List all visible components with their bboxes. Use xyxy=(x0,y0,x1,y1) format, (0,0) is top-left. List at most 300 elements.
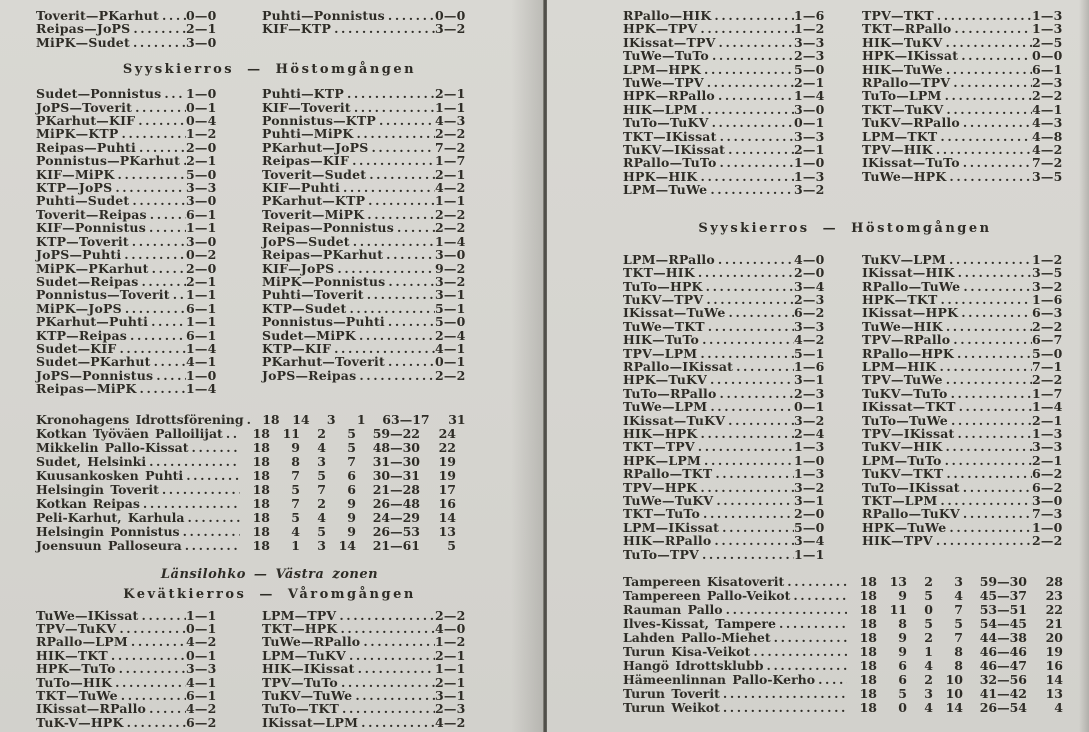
match-teams: Puhti—Toverit xyxy=(262,287,364,303)
match-row xyxy=(262,22,466,35)
match-row xyxy=(623,89,825,102)
match-score: 3—2 xyxy=(435,21,466,37)
games-played: 18 xyxy=(252,467,270,483)
match-score: 0—2 xyxy=(186,247,217,263)
dot-leader xyxy=(182,539,240,553)
dot-leader xyxy=(130,22,186,35)
match-row xyxy=(262,275,466,288)
dot-leader xyxy=(368,141,435,154)
wins: 4 xyxy=(291,523,300,539)
dot-leader xyxy=(140,497,240,511)
match-row xyxy=(262,342,466,355)
match-teams: TuTo—LPM xyxy=(862,88,942,104)
match-row xyxy=(36,342,217,355)
match-score: 2—1 xyxy=(435,647,466,663)
dot-leader xyxy=(394,221,435,234)
standings-row xyxy=(623,645,1063,659)
match-score: 2—1 xyxy=(435,166,466,182)
match-row xyxy=(623,414,825,427)
match-teams: RPallo—TPV xyxy=(862,75,951,91)
dot-leader xyxy=(385,275,435,288)
goal-record: 26—53 xyxy=(372,523,420,539)
match-score: 3—1 xyxy=(794,372,825,388)
match-row xyxy=(36,716,217,729)
dot-leader xyxy=(129,235,186,248)
match-row xyxy=(862,22,1063,35)
match-score: 1—1 xyxy=(435,99,466,115)
results-column xyxy=(623,253,825,561)
match-row xyxy=(262,649,466,662)
points: 13 xyxy=(438,523,456,539)
match-row xyxy=(262,609,466,622)
match-score: 6—2 xyxy=(186,714,217,730)
match-teams: KTP—Sudet xyxy=(262,300,347,316)
match-row xyxy=(262,141,466,154)
match-teams: RPallo—TuWe xyxy=(862,278,961,294)
draws: 5 xyxy=(924,616,933,632)
dot-leader xyxy=(346,302,435,315)
dot-leader xyxy=(733,360,794,373)
match-row xyxy=(36,649,217,662)
match-row xyxy=(623,280,825,293)
match-row xyxy=(36,168,217,181)
standings-row xyxy=(623,659,1063,673)
match-row xyxy=(36,248,217,261)
wins: 5 xyxy=(291,481,300,497)
match-score: 1—4 xyxy=(1032,399,1063,415)
dot-leader xyxy=(933,534,1032,547)
match-row xyxy=(36,208,217,221)
match-teams: Ponnistus—PKarhut xyxy=(36,153,181,169)
match-score: 0—1 xyxy=(794,115,825,131)
match-row xyxy=(36,141,217,154)
points: 14 xyxy=(1045,672,1063,688)
games-played: 18 xyxy=(252,495,270,511)
match-score: 6—1 xyxy=(186,206,217,222)
match-teams: TuKV—HIK xyxy=(862,439,943,455)
match-teams: TuWe—HPK xyxy=(862,168,947,184)
match-row xyxy=(36,622,217,635)
match-row xyxy=(862,130,1063,143)
match-teams: TuKV—IKissat xyxy=(623,142,726,158)
draws: 3 xyxy=(317,537,326,553)
team-name: Rauman Pallo xyxy=(623,602,723,618)
match-score: 2—1 xyxy=(1032,412,1063,428)
match-score: 2—2 xyxy=(1032,318,1063,334)
match-row xyxy=(262,315,466,328)
match-teams: IKissat—RPallo xyxy=(36,701,147,717)
standings-row xyxy=(623,589,1063,603)
match-score: 4—2 xyxy=(794,332,825,348)
match-score: 7—1 xyxy=(1032,358,1063,374)
match-row xyxy=(623,467,825,480)
dot-leader xyxy=(943,467,1032,480)
dot-leader xyxy=(137,382,186,395)
dot-leader xyxy=(960,116,1032,129)
dot-leader xyxy=(943,63,1032,76)
dot-leader xyxy=(331,22,435,35)
right-page xyxy=(589,0,1089,732)
match-row xyxy=(262,676,466,689)
match-teams: RPallo—HPK xyxy=(862,345,954,361)
match-score: 3—0 xyxy=(794,101,825,117)
match-teams: KIF—KTP xyxy=(262,21,332,37)
standings-row xyxy=(36,427,456,441)
match-teams: HPK—LPM xyxy=(623,452,701,468)
goal-record: 59—22 xyxy=(372,425,420,441)
match-row xyxy=(862,36,1063,49)
match-score: 1—2 xyxy=(186,126,217,142)
standings-row xyxy=(36,469,456,483)
match-teams: Toverit—MiPK xyxy=(262,206,365,222)
match-score: 1—1 xyxy=(186,314,217,330)
match-row xyxy=(623,548,825,561)
match-row xyxy=(262,9,466,22)
match-score: 5—0 xyxy=(794,61,825,77)
match-row xyxy=(262,355,466,368)
match-teams: Sudet—PKarhut xyxy=(36,354,151,370)
dot-leader xyxy=(356,329,435,342)
match-row xyxy=(262,181,466,194)
goal-record: 26—48 xyxy=(372,495,420,511)
match-teams: JoPS—Reipas xyxy=(262,367,357,383)
dot-leader xyxy=(360,635,435,648)
dot-leader xyxy=(700,507,794,520)
match-score: 3—2 xyxy=(794,182,825,198)
dot-leader xyxy=(112,181,186,194)
match-row xyxy=(262,101,466,114)
dot-leader xyxy=(955,427,1032,440)
points: 20 xyxy=(1045,630,1063,646)
results-block-autumn-right xyxy=(623,253,1089,561)
match-row xyxy=(262,248,466,261)
match-teams: TuWe—TKT xyxy=(623,318,705,334)
match-teams: TuKV—TPV xyxy=(623,291,704,307)
dot-leader xyxy=(699,548,794,561)
games-played: 18 xyxy=(859,588,877,604)
match-score: 0—1 xyxy=(186,620,217,636)
match-teams: TuKV—TuTo xyxy=(862,385,948,401)
match-teams: IKissat—TuTo xyxy=(862,155,960,171)
games-played: 18 xyxy=(252,425,270,441)
match-teams: IKissat—HIK xyxy=(862,265,955,281)
dot-leader xyxy=(946,521,1032,534)
dot-leader xyxy=(127,329,186,342)
goal-record: 26—54 xyxy=(979,700,1027,716)
match-row xyxy=(36,181,217,194)
match-score: 2—1 xyxy=(1032,452,1063,468)
match-teams: TuTo—TPV xyxy=(623,546,699,562)
match-score: 1—0 xyxy=(1032,519,1063,535)
dot-leader xyxy=(149,262,186,275)
match-teams: KTP—Toverit xyxy=(36,233,129,249)
dot-leader xyxy=(118,689,186,702)
games-played: 18 xyxy=(252,509,270,525)
match-score: 1—3 xyxy=(794,168,825,184)
draws: 3 xyxy=(924,686,933,702)
zone-header-west: Länsilohko — Västra zonen xyxy=(160,566,379,582)
dot-leader xyxy=(355,662,435,675)
match-row xyxy=(862,49,1063,62)
match-teams: Toverit—PKarhut xyxy=(36,8,159,23)
dot-leader xyxy=(701,63,794,76)
match-score: 6—2 xyxy=(1032,479,1063,495)
dot-leader xyxy=(936,360,1032,373)
match-row xyxy=(262,235,466,248)
match-score: 2—0 xyxy=(794,265,825,281)
match-row xyxy=(623,253,825,266)
draws: 2 xyxy=(317,425,326,441)
match-teams: MiPK—PKarhut xyxy=(36,260,149,276)
match-score: 2—1 xyxy=(186,273,217,289)
match-score: 4—0 xyxy=(794,251,825,267)
match-score: 3—0 xyxy=(186,193,217,209)
match-score: 3—4 xyxy=(794,533,825,549)
dot-leader xyxy=(709,116,794,129)
wins: 8 xyxy=(898,616,907,632)
goal-record: 46—46 xyxy=(979,644,1027,660)
dot-leader xyxy=(719,521,794,534)
dot-leader xyxy=(124,716,186,729)
match-score: 5—0 xyxy=(186,166,217,182)
match-row xyxy=(623,427,825,440)
match-score: 2—4 xyxy=(435,327,466,343)
match-teams: Sudet—MiPK xyxy=(262,327,356,343)
losses: 5 xyxy=(347,439,356,455)
dot-leader xyxy=(116,622,186,635)
match-row xyxy=(862,320,1063,333)
goal-record: 41—42 xyxy=(979,686,1027,702)
match-teams: TPV—TuWe xyxy=(862,372,943,388)
dot-leader xyxy=(346,649,435,662)
match-row xyxy=(862,387,1063,400)
team-name: Kuusankosken Puhti xyxy=(36,467,184,483)
dot-leader xyxy=(184,511,240,525)
match-score: 2—2 xyxy=(435,206,466,222)
match-teams: TuWe—TuTo xyxy=(623,48,709,64)
dot-leader xyxy=(717,130,794,143)
dot-leader xyxy=(138,275,186,288)
standings-row xyxy=(623,617,1063,631)
goal-record: 59—30 xyxy=(979,574,1027,590)
match-teams: Toverit—Reipas xyxy=(36,206,147,222)
match-teams: TKT—HPK xyxy=(262,620,338,636)
dot-leader xyxy=(697,347,794,360)
match-teams: JoPS—Toverit xyxy=(36,99,133,115)
dot-leader xyxy=(704,76,794,89)
goal-record: 48—30 xyxy=(372,439,420,455)
draws: 3 xyxy=(317,453,326,469)
match-teams: TuTo—IKissat xyxy=(862,479,960,495)
match-score: 0—0 xyxy=(186,8,217,23)
wins: 1 xyxy=(291,537,300,553)
dot-leader xyxy=(146,221,186,234)
dot-leader xyxy=(116,662,186,675)
dot-leader xyxy=(148,315,186,328)
match-score: 4—1 xyxy=(435,340,466,356)
dot-leader xyxy=(358,716,435,729)
match-teams: TuWe—RPallo xyxy=(262,634,361,650)
match-score: 0—1 xyxy=(794,399,825,415)
team-name: Helsingin Toverit xyxy=(36,481,159,497)
dot-leader xyxy=(159,483,240,497)
match-score: 1—6 xyxy=(1032,291,1063,307)
match-teams: TPV—TuTo xyxy=(262,674,338,690)
match-teams: TKT—HIK xyxy=(623,265,695,281)
games-played: 18 xyxy=(859,672,877,688)
dot-leader xyxy=(337,622,435,635)
match-row xyxy=(862,280,1063,293)
match-row xyxy=(862,347,1063,360)
points: 4 xyxy=(1054,700,1063,716)
match-teams: Reipas—MiPK xyxy=(36,381,137,397)
match-row xyxy=(36,22,217,35)
goal-record: 53—51 xyxy=(979,602,1027,618)
match-teams: TPV—RPallo xyxy=(862,332,951,348)
match-row xyxy=(862,467,1063,480)
match-row xyxy=(862,373,1063,386)
match-teams: MiPK—Sudet xyxy=(36,34,130,50)
losses: 14 xyxy=(338,537,356,553)
dot-leader xyxy=(950,333,1032,346)
match-score: 4—0 xyxy=(435,620,466,636)
match-row xyxy=(623,320,825,333)
dot-leader xyxy=(725,414,794,427)
match-row xyxy=(262,208,466,221)
standings-row xyxy=(36,511,456,525)
match-teams: Sudet—Reipas xyxy=(36,273,139,289)
games-played: 18 xyxy=(859,616,877,632)
match-score: 1—7 xyxy=(435,153,466,169)
match-teams: RPallo—IKissat xyxy=(623,358,734,374)
match-teams: LPM—TuTo xyxy=(862,452,942,468)
dot-leader xyxy=(703,280,794,293)
dot-leader xyxy=(349,154,435,167)
section-header-spring-left: Kevätkierros — Våromgången xyxy=(123,586,416,602)
match-score: 0—4 xyxy=(186,113,217,129)
match-score: 3—5 xyxy=(1032,265,1063,281)
match-teams: Reipas—Puhti xyxy=(36,139,136,155)
match-row xyxy=(623,454,825,467)
match-score: 3—4 xyxy=(794,278,825,294)
match-row xyxy=(623,293,825,306)
match-score: 6—3 xyxy=(1032,305,1063,321)
dot-leader xyxy=(146,702,186,715)
dot-leader xyxy=(344,87,435,100)
match-teams: TPV—LPM xyxy=(623,345,698,361)
losses: 7 xyxy=(347,453,356,469)
dot-leader xyxy=(385,355,435,368)
match-score: 4—1 xyxy=(186,354,217,370)
dot-leader xyxy=(698,427,795,440)
dot-leader xyxy=(340,181,435,194)
match-teams: TuKV—LPM xyxy=(862,251,946,267)
match-row xyxy=(623,387,825,400)
match-row xyxy=(623,266,825,279)
match-teams: HPK—TuKV xyxy=(623,372,707,388)
dot-leader xyxy=(707,183,794,196)
dot-leader xyxy=(695,266,794,279)
match-row xyxy=(862,63,1063,76)
match-score: 2—3 xyxy=(435,701,466,717)
standings-row xyxy=(36,411,466,427)
match-row xyxy=(623,306,825,319)
games-played: 18 xyxy=(252,439,270,455)
match-row xyxy=(862,143,1063,156)
points: 22 xyxy=(1045,602,1063,618)
match-score: 1—3 xyxy=(794,439,825,455)
match-row xyxy=(862,400,1063,413)
dot-leader xyxy=(954,347,1032,360)
match-teams: TuWe—HIK xyxy=(862,318,943,334)
points: 19 xyxy=(1045,644,1063,660)
dot-leader xyxy=(180,525,240,539)
match-teams: HPK—TPV xyxy=(623,21,698,37)
dot-leader xyxy=(942,454,1032,467)
match-row xyxy=(262,168,466,181)
match-teams: IKissat—TKT xyxy=(862,399,956,415)
dot-leader xyxy=(711,9,794,22)
match-row xyxy=(623,63,825,76)
wins: 6 xyxy=(898,672,907,688)
match-row xyxy=(623,507,825,520)
dot-leader xyxy=(130,36,186,49)
goal-record: 24—29 xyxy=(372,509,420,525)
dot-leader xyxy=(934,9,1032,22)
wins: 14 xyxy=(292,411,310,427)
dot-leader xyxy=(960,481,1032,494)
losses: 5 xyxy=(347,425,356,441)
match-teams: IKissat—TPV xyxy=(623,34,716,50)
dot-leader xyxy=(958,49,1032,62)
match-score: 2—3 xyxy=(794,385,825,401)
match-row xyxy=(36,635,217,648)
match-score: 3—3 xyxy=(794,128,825,144)
losses: 6 xyxy=(347,467,356,483)
points: 28 xyxy=(1045,574,1063,590)
team-name: Lahden Pallo-Miehet xyxy=(623,630,771,646)
dot-leader xyxy=(784,575,847,589)
dot-leader xyxy=(383,248,435,261)
match-score: 6—2 xyxy=(794,305,825,321)
section-header-autumn-left: Syyskierros — Höstomgången xyxy=(122,62,417,78)
match-row xyxy=(862,440,1063,453)
match-score: 2—1 xyxy=(794,75,825,91)
losses: 3 xyxy=(954,574,963,590)
goal-record: 46—47 xyxy=(979,658,1027,674)
results-block-spring-left xyxy=(36,609,543,730)
dot-leader xyxy=(364,288,435,301)
wins: 0 xyxy=(898,700,907,716)
dot-leader xyxy=(715,89,794,102)
match-score: 2—2 xyxy=(435,126,466,142)
match-row xyxy=(262,194,466,207)
dot-leader xyxy=(956,400,1032,413)
results-column xyxy=(262,87,466,395)
wins: 9 xyxy=(291,439,300,455)
dot-leader xyxy=(705,320,794,333)
dot-leader xyxy=(937,293,1032,306)
dot-leader xyxy=(699,333,794,346)
match-score: 3—3 xyxy=(794,34,825,50)
match-score: 4—2 xyxy=(186,634,217,650)
dot-leader xyxy=(960,280,1032,293)
dot-leader xyxy=(351,101,435,114)
match-score: 3—0 xyxy=(1032,493,1063,508)
dot-leader xyxy=(170,288,186,301)
match-score: 1—0 xyxy=(186,367,217,383)
match-teams: IKissat—HPK xyxy=(862,305,959,321)
